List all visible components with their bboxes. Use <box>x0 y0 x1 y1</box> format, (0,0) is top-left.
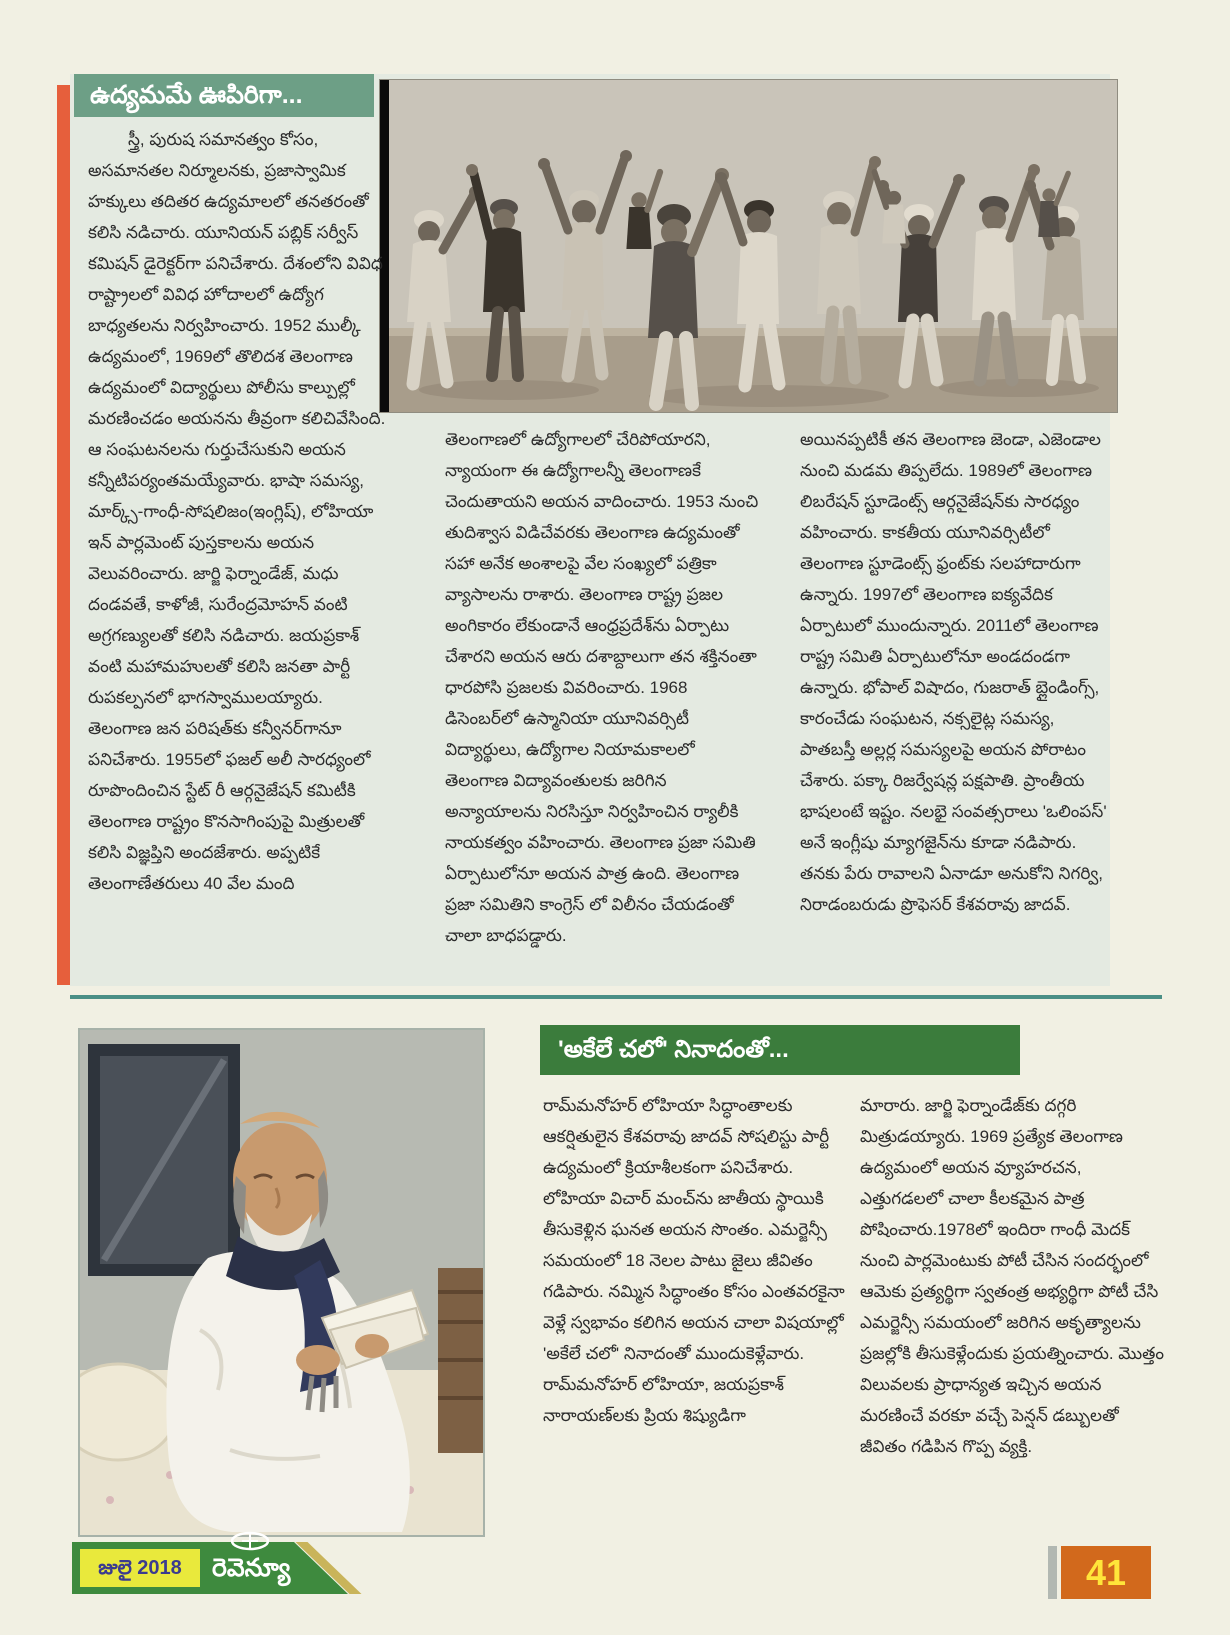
magazine-logo-icon <box>220 1530 280 1557</box>
article2-title: 'అకేలే చలో' నినాదంతో... <box>558 1036 789 1063</box>
article2-title-bar <box>540 1025 1020 1075</box>
protest-crowd-photo <box>380 80 1117 412</box>
keshavarao-jadhav-portrait-photo <box>78 1028 485 1537</box>
article1-title: ఉద్యమమే ఊపిరిగా... <box>90 81 303 109</box>
article2-column-1: రామ్‌మనోహర్ లోహియా సిద్ధాంతాలకు ఆకర్షితులైన కేశవరావు జాదవ్ సోషలిస్టు పార్టీ ఉద్యమంలో క్రియాశీలకంగా పనిచేశారు. లోహియా విచార్ మంచ్‌ను జాతీయ స్థాయికి తీసుకెళ్లిన ఘనత అయన సొంతం. ఎమర్జెన్సీ సమయంలో 18 నెలల పాటు జైలు జీవితం గడిపారు. నమ్మిన సిద్ధాంతం కోసం ఎంతవరకైనా వెళ్లే స్వభావం కలిగిన అయన చాలా విషయాల్లో 'అకేలే చలో' నినాదంతో ముందుకెళ్లేవారు. రామ్‌మనోహర్ లోహియా, జయప్రకాశ్ నారాయణ్‌లకు ప్రియ శిష్యుడిగా <box>543 1096 845 1425</box>
page-number: 41 <box>1085 1552 1127 1593</box>
issue-date: జులై 2018 <box>98 1557 182 1579</box>
issue-date-box <box>80 1549 200 1587</box>
article2-column-2: మారారు. జార్జి ఫెర్నాండేజ్‌కు దగ్గరి మిత్రుడయ్యారు. 1969 ప్రత్యేక తెలంగాణ ఉద్యమంలో అయన వ్యూహరచన, ఎత్తుగడలలో చాలా కీలకమైన పాత్ర పోషించారు.1978లో ఇందిరా గాంధీ మెదక్ నుంచి పార్లమెంటుకు పోటీ చేసిన సందర్భంలో ఆమెకు ప్రత్యర్థిగా స్వతంత్ర అభ్యర్థిగా పోటీ చేసి ఎమర్జెన్సీ సమయంలో జరిగిన అకృత్యాలను ప్రజల్లోకి తీసుకెళ్లేందుకు ప్రయత్నించారు. మొత్తం విలువలకు ప్రాధాన్యత ఇచ్చిన అయన మరణించే వరకూ వచ్చే పెన్షన్ డబ్బులతో జీవితం గడిపిన గొప్ప వ్యక్తి. <box>860 1096 1164 1456</box>
protest-crowd-photo-art <box>389 80 1117 412</box>
article1-column-3: అయినప్పటికీ తన తెలంగాణ జెండా, ఎజెండాల నుంచి మడమ తిప్పలేదు. 1989లో తెలంగాణ లిబరేషన్ స్టూడెంట్స్ ఆర్గనైజేషన్‌కు సారధ్యం వహించారు. కాకతీయ యూనివర్సిటీలో తెలంగాణ స్టూడెంట్స్ ఫ్రంట్‌కు సలహాదారుగా ఉన్నారు. 1997లో తెలంగాణ ఐక్యవేదిక ఏర్పాటులో ముందున్నారు. 2011లో తెలంగాణ రాష్ట్ర సమితి ఏర్పాటులోనూ అండదండగా ఉన్నారు. భోపాల్ విషాదం, గుజరాత్ బ్లైండింగ్స్, కారంచేడు సంఘటన, నక్సలైట్ల సమస్య, పాతబస్తీ అల్లర్ల సమస్యలపై అయన పోరాటం చేశారు. పక్కా రిజర్వేషన్ల పక్షపాతి. ప్రాంతీయ భాషలంటే ఇష్టం. నలభై సంవత్సరాలు 'ఒలింపస్' అనే ఇంగ్లీషు మ్యాగజైన్‌ను కూడా నడిపారు. తనకు పేరు రావాలని ఏనాడూ అనుకోని నిగర్వి, నిరాడంబరుడు ప్రొఫెసర్ కేశవరావు జాదవ్. <box>800 430 1107 914</box>
left-accent-stripe <box>57 85 71 985</box>
magazine-name: రెవెన్యూ <box>212 1554 291 1582</box>
section-divider-rule <box>70 995 1162 999</box>
article1-column-2: తెలంగాణలో ఉద్యోగాలలో చేరిపోయారని, న్యాయంగా ఈ ఉద్యోగాలన్నీ తెలంగాణకే చెందుతాయని అయన వాదించారు. 1953 నుంచి తుదిశ్వాస విడిచేవరకు తెలంగాణ ఉద్యమంతో సహా అనేక అంశాలపై వేల సంఖ్యలో పత్రికా వ్యాసాలను రాశారు. తెలంగాణ రాష్ట్ర ప్రజల అంగికారం లేకుండానే ఆంధ్రప్రదేశ్‌ను ఏర్పాటు చేశారని అయన ఆరు దశాబ్దాలుగా తన శక్తినంతా ధారపోసి ప్రజలకు వివరించారు. 1968 డిసెంబర్‌లో ఉస్మానియా యూనివర్సిటీ విద్యార్థులు, ఉద్యోగాల నియామకాలలో తెలంగాణ విద్యావంతులకు జరిగిన అన్యాయాలను నిరసిస్తూ నిర్వహించిన ర్యాలీకి నాయకత్వం వహించారు. తెలంగాణ ప్రజా సమితి ఏర్పాటులోనూ అయన పాత్ర ఉంది. తెలంగాణ ప్రజా సమితిని కాంగ్రెస్ లో విలీనం చేయడంతో చాలా బాధపడ్డారు. <box>445 430 759 945</box>
portrait-photo-art <box>80 1030 483 1535</box>
article1-column-1: స్త్రీ, పురుష సమానత్వం కోసం, అసమానతల నిర్మూలనకు, ప్రజాస్వామిక హక్కులు తదితర ఉద్యమాలలో తనతరంతో కలిసి నడిచారు. యూనియన్ పబ్లిక్ సర్వీస్ కమిషన్ డైరెక్టర్‌గా పనిచేశారు. దేశంలోని వివిధ రాష్ట్రాలలో వివిధ హోదాలలో ఉద్యోగ బాధ్యతలను నిర్వహించారు. 1952 ముల్కీ ఉద్యమంలో, 1969లో తొలిదశ తెలంగాణ ఉద్యమంలో విద్యార్థులు పోలీసు కాల్పుల్లో మరణించడం అయనను తీవ్రంగా కలిచివేసింది. ఆ సంఘటనలను గుర్తుచేసుకుని అయన కన్నీటిపర్యంతమయ్యేవారు. భాషా సమస్య, మార్క్స్-గాంధీ-సోషలిజం(ఇంగ్లిష్), లోహియా ఇన్ పార్లమెంట్ పుస్తకాలను అయన వెలువరించారు. జార్జి ఫెర్నాండేజ్, మధు దండవతే, కాళోజీ, సురేంద్రమోహన్ వంటి అగ్రగణ్యులతో కలిసి నడిచారు. జయప్రకాశ్ వంటి మహామహులతో కలిసి జనతా పార్టీ రుపకల్పనలో భాగస్వాములయ్యారు. తెలంగాణ జన పరిషత్‌కు కన్వీనర్‌గానూ పనిచేశారు. 1955లో ఫజల్ అలీ సారధ్యంలో రూపొందించిన స్టేట్ రీ ఆర్గనైజేషన్ కమిటీకి తెలంగాణ రాష్ట్రం కొనసాగింపుపై మిత్రులతో కలిసి విజ్ఞప్తిని అందజేశారు. అప్పటికే తెలంగాణేతరులు 40 వేల మంది <box>88 130 386 893</box>
footer-banner <box>72 1542 372 1594</box>
article1-title-bar <box>74 74 374 117</box>
page-number-box <box>1061 1546 1151 1599</box>
page-number-bar <box>1048 1546 1057 1599</box>
